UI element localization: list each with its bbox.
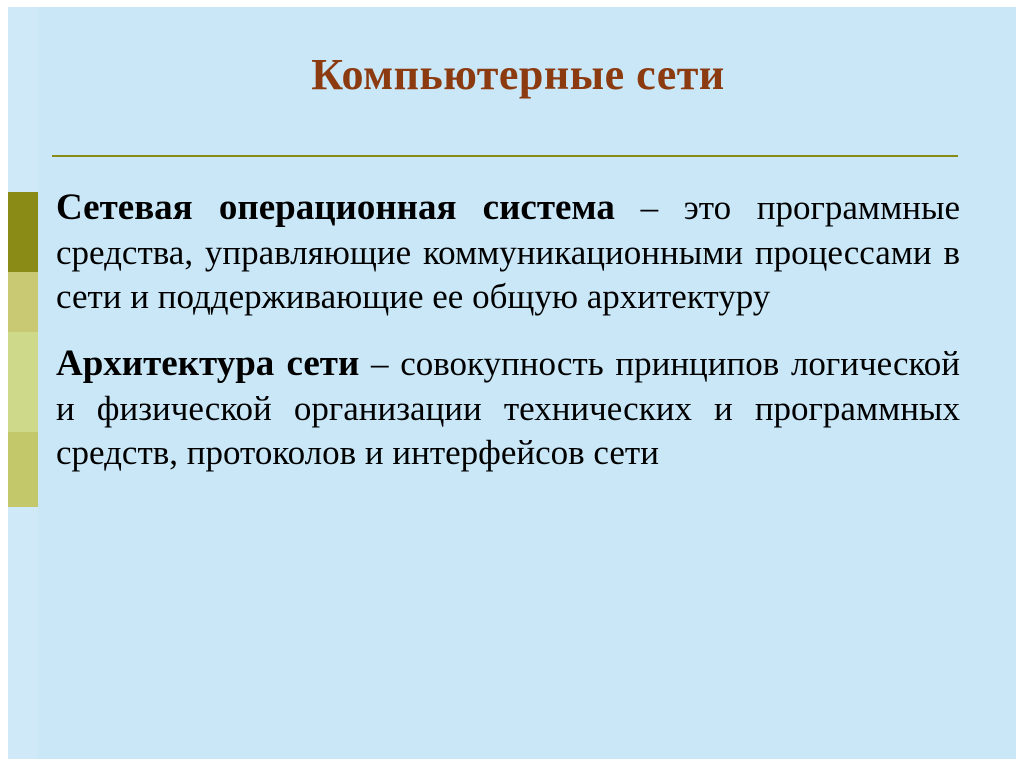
definition-term-1: Сетевая операционная система: [56, 187, 615, 228]
band-segment-2: [8, 192, 38, 272]
definition-dash-1: –: [640, 188, 659, 227]
band-segment-3: [8, 272, 38, 332]
page-margin-left: [0, 0, 8, 767]
definition-paragraph-2: [56, 341, 960, 475]
definition-paragraph-1: [56, 185, 960, 319]
definition-dash-2: –: [371, 343, 389, 383]
definition-term-2: Архитектура сети: [56, 342, 360, 384]
page-margin-right: [1016, 0, 1024, 767]
left-decorative-band: [8, 7, 38, 759]
definition-text-2: совокупность принципов логической и физической организации технических и программных средств, протоколов и интерфейсов сети: [56, 343, 961, 472]
slide-body: [56, 185, 960, 475]
page-margin-bottom: [0, 759, 1024, 767]
band-segment-1: [8, 7, 38, 192]
definition-text-1: это программные средства, управляющие коммуникационными процессами в сети и поддерживающие ее общую архитектуру: [56, 188, 961, 316]
band-segment-4: [8, 332, 38, 432]
band-segment-6: [8, 507, 38, 759]
title-divider: [52, 155, 958, 157]
slide-title: Компьютерные сети: [311, 50, 725, 100]
page-margin-top: [0, 0, 1024, 7]
band-segment-5: [8, 432, 38, 507]
